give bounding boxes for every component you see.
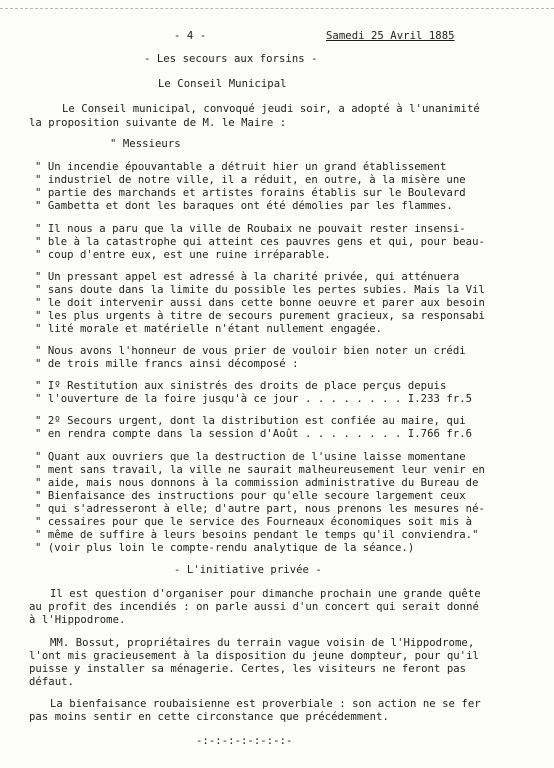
text-line: à l'Hippodrome. [29, 614, 126, 626]
text-line: puisse y installer sa ménagerie. Certes, les visiteurs ne feront pas [29, 663, 467, 675]
text-line: " l'ouverture de la foire jusqu'à ce jour . . . . . . . . I.233 fr.5 [35, 393, 473, 405]
text-line: " Bienfaisance des instructions pour qu'elle secoure largement ceux [35, 490, 466, 502]
text-line: au profit des incendiés : on parle aussi d'un concert qui serait donné [29, 601, 479, 613]
text-line: " même de suffire à leurs besoins pendant le temps qu'il conviendra." [35, 529, 479, 541]
text-line: " en rendra compte dans la session d'Août . . . . . . . . I.766 fr.6 [35, 428, 473, 440]
text-line: La bienfaisance roubaisienne est proverbiale : son action ne se fer [50, 698, 481, 710]
text-line: " (voir plus loin le compte-rendu analytique de la séance.) [35, 542, 415, 554]
text-line: " aide, mais nous donnons à la commission administrative du Bureau de [35, 477, 479, 489]
text-line: " le doit intervenir aussi dans cette bonne oeuvre et parer aux besoin [35, 297, 485, 309]
page-number: - 4 - [174, 30, 207, 42]
text-line: pas moins sentir en cette circonstance que précédemment. [29, 711, 389, 723]
text-line: " coup d'entre eux, est une ruine irréparable. [35, 249, 331, 261]
text-line: " Un pressant appel est adressé à la charité privée, qui atténuera [35, 271, 460, 283]
text-line: " sans doute dans la limite du possible les pertes subies. Mais la Vil [35, 284, 485, 296]
text-line: défaut. [29, 676, 74, 688]
salutation-line: " Messieurs [110, 138, 181, 150]
text-line: " Gambetta et dont les baraques ont été démolies par les flammes. [35, 200, 453, 212]
text-line: " Il nous a paru que la ville de Roubaix ne pouvait rester insensi- [35, 223, 466, 235]
text-line: " ment sans travail, la ville ne saurait malheureusement leur venir en [35, 464, 485, 476]
text-line: MM. Bossut, propriétaires du terrain vague voisin de l'Hippodrome, [50, 637, 475, 649]
text-line: " qui s'adresseront à elle; d'autre part, nous prenons les mesures né- [35, 503, 485, 515]
text-line: " cessaires pour que le service des Fourneaux économiques soit mis à [35, 516, 473, 528]
closing-separator: -:-:-:-:-:-:-:- [196, 735, 293, 747]
text-line: " Quant aux ouvriers que la destruction de l'usine laisse momentane [35, 451, 466, 463]
text-line: " lité morale et matérielle n'étant nullement engagée. [35, 323, 383, 335]
text-line: la proposition suivante de M. le Maire : [29, 117, 287, 129]
text-line: Il est question d'organiser pour dimanche prochain une grande quête [50, 588, 481, 600]
text-line: " les plus urgents à titre de secours purement gracieux, sa responsabi [35, 310, 485, 322]
text-line: " 2º Secours urgent, dont la distribution est confiée au maire, qui [35, 415, 466, 427]
section-title-initiative: - L'initiative privée - [174, 564, 322, 576]
text-line: l'ont mis gracieusement à la disposition du jeune dompteur, pour qu'il [29, 650, 479, 662]
subtitle-conseil-municipal: Le Conseil Municipal [158, 78, 287, 90]
text-line: " Iº Restitution aux sinistrés des droits de place perçus depuis [35, 380, 447, 392]
document-date: Samedi 25 Avril 1885 [326, 30, 455, 42]
text-line: " ble à la catastrophe qui atteint ces pauvres gens et qui, pour beau- [35, 236, 485, 248]
text-line: " partie des marchands et artistes forains établis sur le Boulevard [35, 187, 466, 199]
text-line: " industriel de notre ville, il a réduit, en outre, à la misère une [35, 174, 466, 186]
text-line: " Un incendie épouvantable a détruit hier un grand établissement [35, 161, 447, 173]
text-line: " Nous avons l'honneur de vous prier de vouloir bien noter un crédi [35, 345, 466, 357]
text-line: " de trois mille francs ainsi décomposé : [35, 358, 299, 370]
top-edge-rule [0, 8, 554, 12]
text-line: Le Conseil municipal, convoqué jeudi soir, a adopté à l'unanimité [62, 103, 480, 115]
section-title-secours: - Les secours aux forsins - [144, 53, 318, 65]
